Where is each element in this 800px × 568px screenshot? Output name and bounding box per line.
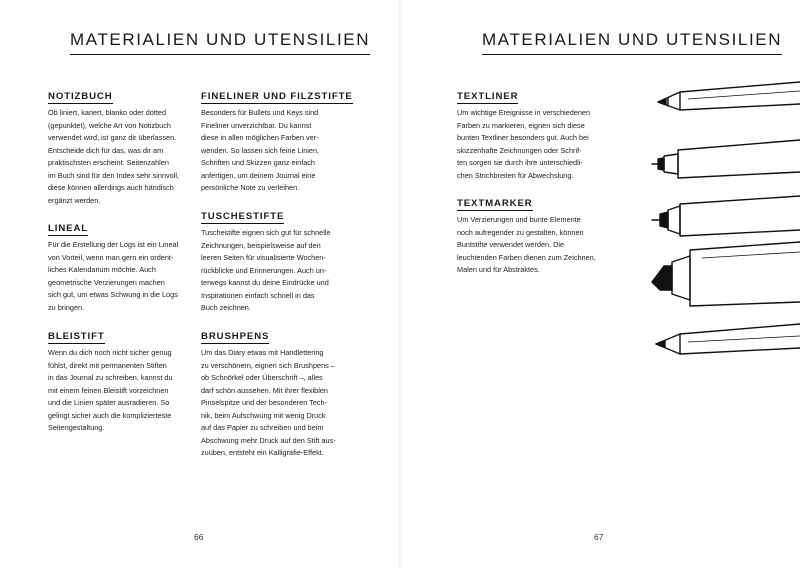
section-fineliner: [201, 86, 356, 195]
ink-pen-icon: [652, 196, 800, 236]
section-body: Um Verzierungen und bunte Elemente noch aufregender zu gestalten, können Buntstifte verwendet werden. Die leuchtenden Farben dienen zum Zeichnen, Malen und für Abstraktes.: [457, 215, 596, 274]
marker-icon: [652, 242, 800, 306]
section-heading: TUSCHESTIFTE: [201, 211, 285, 222]
page-title: MATERIALIEN UND UTENSILIEN: [70, 30, 370, 55]
section-bleistift: [48, 326, 196, 435]
section-heading: FINELINER UND FILZSTIFTE: [201, 91, 353, 102]
right-page: [400, 0, 800, 568]
section-tuschestifte: [201, 206, 356, 315]
section-body: Tuschestifte eignen sich gut für schnelle Zeichnungen, beispielsweise auf den leeren Seiten für visualisierte Wochen- rückblicke und Erinnerungen. Auch un- terwegs kannst du deine Eindrücke und Inspirationen einfach schnell in das Buch zeichnen.: [201, 228, 331, 312]
page-title: MATERIALIEN UND UTENSILIEN: [482, 30, 782, 55]
section-notizbuch: [48, 86, 196, 207]
page-number: 66: [194, 532, 204, 542]
fineliner-icon: [652, 140, 800, 178]
section-body: Wenn du dich noch nicht sicher genug fühlst, direkt mit permanenten Stiften in das Journal zu schreiben, kannst du mit einem feinen Bleistift vorzeichnen und die Linien später ausradieren. So gelingt sicher auch die komplizierteste Seitengestaltung.: [48, 348, 173, 432]
section-heading: LINEAL: [48, 223, 89, 234]
section-heading: TEXTLINER: [457, 91, 519, 102]
section-heading: BRUSHPENS: [201, 331, 270, 342]
section-textliner: [457, 86, 607, 182]
section-textmarker: [457, 193, 607, 277]
section-body: Um wichtige Ereignisse in verschiedenen Farben zu markieren, eignen sich diese bunten Textliner besonders gut. Auch bei skizzenhafte Zeichnungen oder Schrif- ten sorgen sie durch ihre unterschiedli- chen Strichbreiten für Abwechslung.: [457, 108, 591, 180]
pencil-icon: [658, 82, 800, 110]
page-number: 67: [594, 532, 604, 542]
section-heading: TEXTMARKER: [457, 198, 533, 209]
section-body: Ob liniert, kariert, blanko oder dotted (gepunktet), welche Art von Notizbuch verwendet wird, ist ganz dir überlassen. Entscheide dich für das, was dir am praktischsten erscheint. Seitenzahlen im Buch sind für den Index sehr sinnvoll, diese können allerdings auch händisch ergänzt werden.: [48, 108, 180, 205]
section-lineal: [48, 218, 196, 314]
pens-illustration: [650, 80, 800, 380]
section-heading: NOTIZBUCH: [48, 91, 113, 102]
section-body: Um das Diary etwas mit Handlettering zu verschönern, eignen sich Brushpens – ob Schnörkel oder Überschrift –, alles darf schön aussehen. Mit ihrer flexiblen Pinselspitze und der besonderen Tech- nik, beim Aufschwung mit wenig Druck auf das Papier zu schreiben und beim Abschwung mehr Druck auf den Stift aus- zuüben, entsteht ein Kalligrafie-Effekt.: [201, 348, 336, 457]
section-brushpens: [201, 326, 356, 460]
section-heading: BLEISTIFT: [48, 331, 105, 342]
section-body: Für die Erstellung der Logs ist ein Lineal von Vorteil, wenn man gern ein ordent- liches Kalendarium möchte. Auch geometrische Verzierungen machen sich gut, um etwas Schwung in die Logs zu bringen.: [48, 240, 179, 312]
colored-pencil-icon: [656, 324, 800, 354]
section-body: Besonders für Bullets und Keys sind Fineliner unverzichtbar. Du kannst diese in allen möglichen Farben ver- wenden. So lassen sich feine Linien, Schriften und Skizzen ganz einfach anfertigen, um deinem Journal eine persönliche Note zu verleihen.: [201, 108, 320, 192]
